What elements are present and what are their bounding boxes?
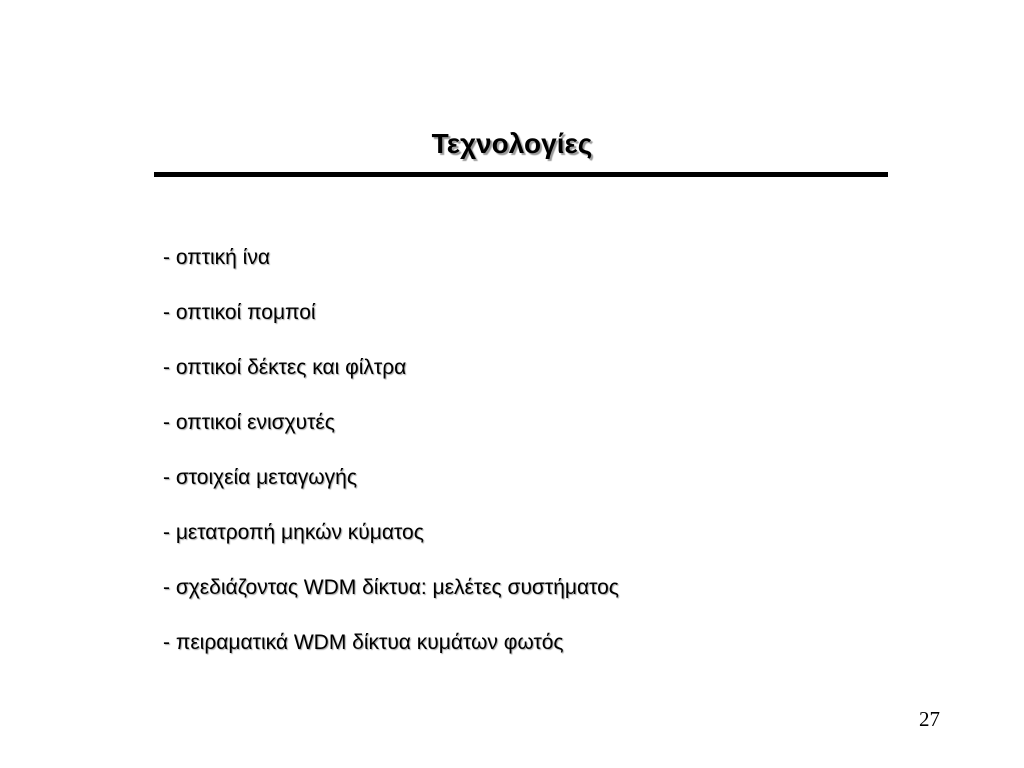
bullet-item-optical-transmitters: - οπτικοί πομποί bbox=[163, 301, 316, 324]
bullet-item-experimental-wdm-networks: - πειραματικά WDM δίκτυα κυμάτων φωτός bbox=[163, 631, 564, 654]
bullet-item-wdm-network-design: - σχεδιάζοντας WDM δίκτυα: μελέτες συστήματος bbox=[163, 576, 619, 599]
slide-title: Τεχνολογίες bbox=[431, 128, 593, 159]
bullet-item-optical-amplifiers: - οπτικοί ενισχυτές bbox=[163, 411, 335, 434]
bullet-item-optical-receivers-filters: - οπτικοί δέκτες και φίλτρα bbox=[163, 356, 407, 379]
bullet-item-optical-fiber: - οπτική ίνα bbox=[163, 246, 270, 269]
bullet-list bbox=[163, 242, 619, 682]
title-divider bbox=[154, 172, 888, 177]
bullet-item-wavelength-conversion: - μετατροπή μηκών κύματος bbox=[163, 521, 424, 544]
bullet-item-switching-elements: - στοιχεία μεταγωγής bbox=[163, 466, 357, 489]
page-number: 27 bbox=[919, 707, 940, 731]
